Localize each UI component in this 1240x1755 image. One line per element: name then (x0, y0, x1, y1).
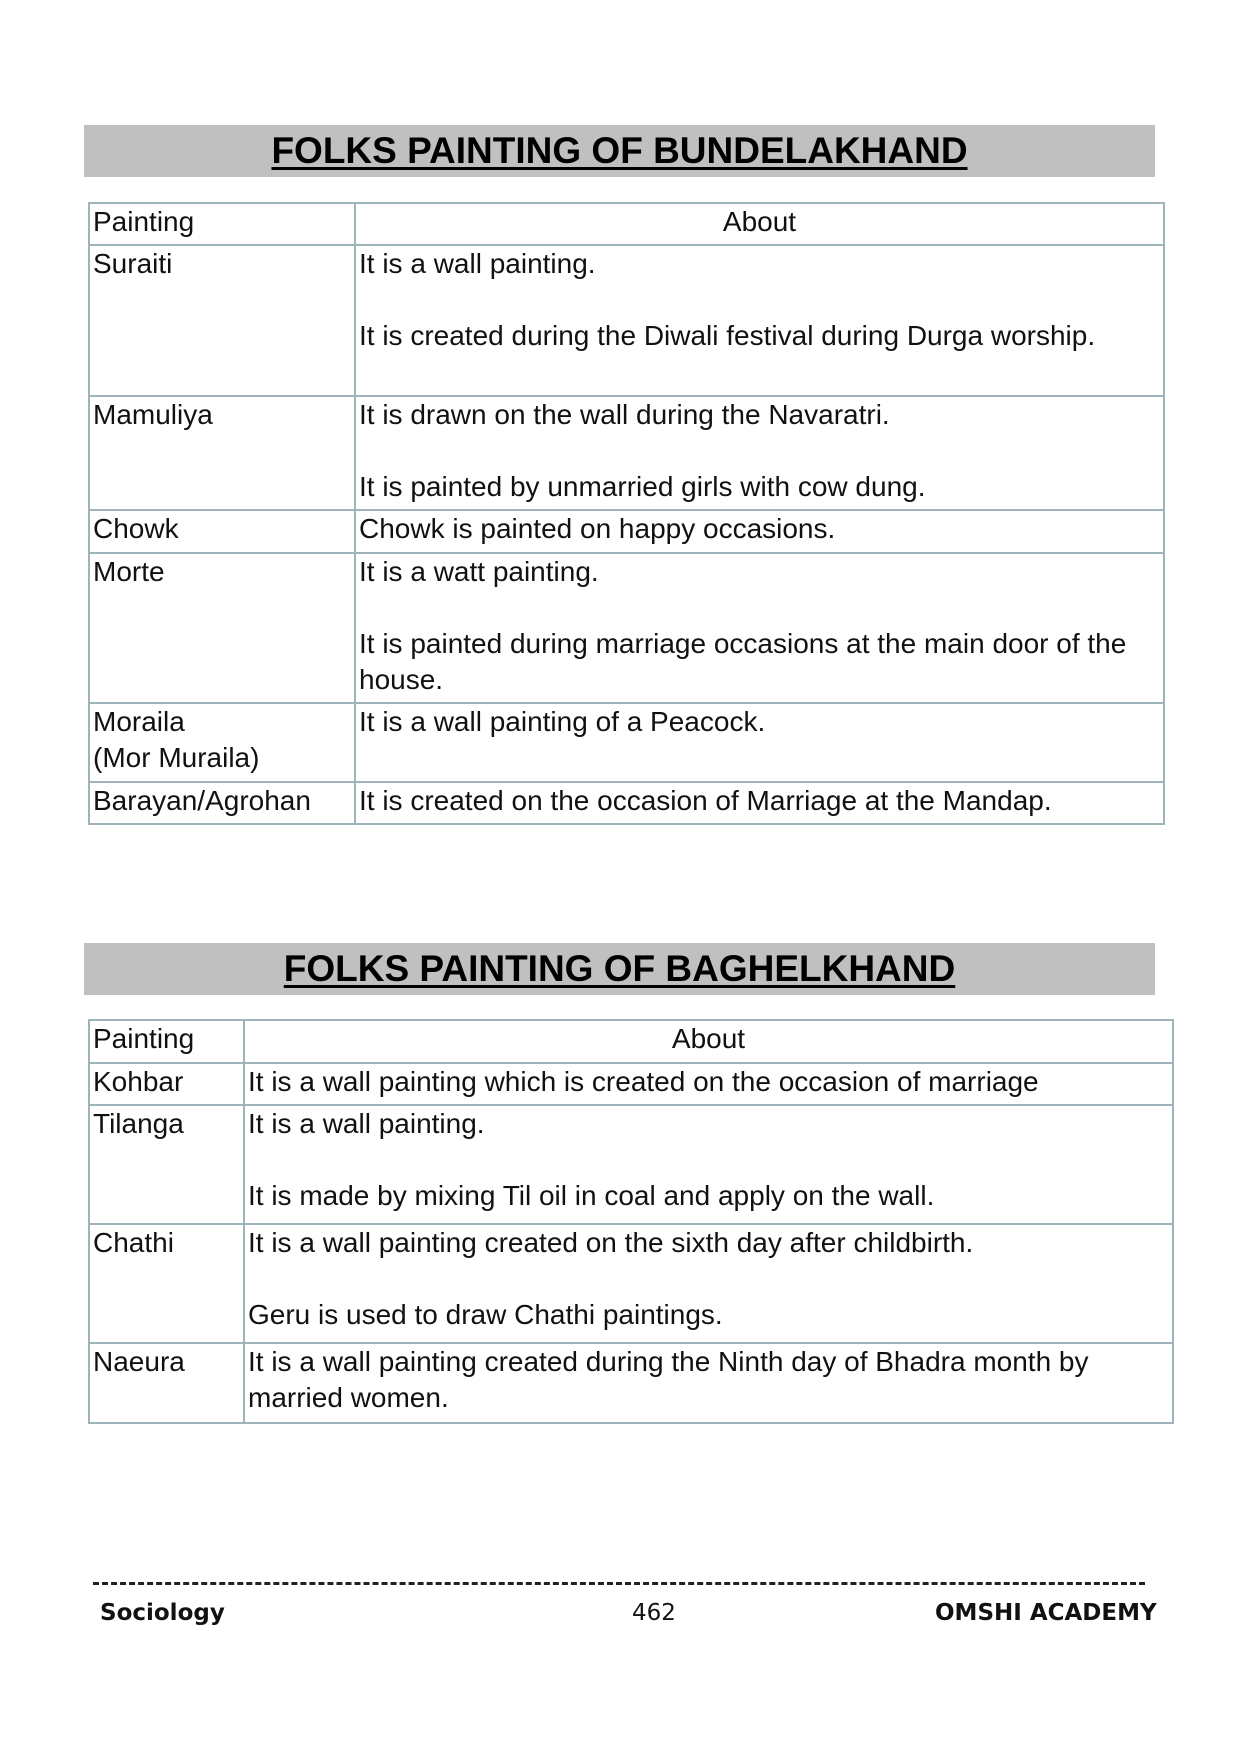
column-header-about: About (355, 203, 1164, 245)
section-title-baghelkhand: FOLKS PAINTING OF BAGHELKHAND (283, 948, 956, 989)
table-header-row (89, 1020, 1173, 1063)
table-row (89, 245, 1164, 396)
table-row (89, 1343, 1173, 1423)
about-cell (355, 703, 1164, 782)
table-row (89, 1105, 1173, 1224)
painting-alt-name: (Mor Muraila) (93, 742, 260, 773)
about-cell (355, 553, 1164, 703)
painting-name: Mamuliya (93, 399, 213, 430)
about-cell (355, 782, 1164, 824)
footer-dashed-divider (93, 1582, 1145, 1585)
table-row (89, 396, 1164, 510)
about-cell (244, 1343, 1173, 1423)
about-cell (244, 1105, 1173, 1224)
about-text: It is a wall painting. (359, 248, 596, 279)
about-text: It is painted by unmarried girls with cow dung. (359, 471, 926, 502)
painting-name: Barayan/Agrohan (93, 785, 311, 816)
section-title-band-baghelkhand (84, 943, 1155, 995)
painting-name-cell (89, 1105, 244, 1224)
painting-name: Tilanga (93, 1108, 184, 1139)
table-row (89, 703, 1164, 782)
about-cell (355, 510, 1164, 553)
about-cell (355, 245, 1164, 396)
about-text: Chowk is painted on happy occasions. (359, 513, 836, 544)
section-title-band-bundelakhand (84, 125, 1155, 177)
table-header-row (89, 203, 1164, 245)
about-text: It is a wall painting. (248, 1108, 485, 1139)
about-text: It is created on the occasion of Marriage at the Mandap. (359, 785, 1052, 816)
painting-name-cell (89, 782, 355, 824)
about-text: It is drawn on the wall during the Navaratri. (359, 399, 890, 430)
about-text: It is a watt painting. (359, 556, 599, 587)
about-cell (244, 1063, 1173, 1105)
table-row (89, 1063, 1173, 1105)
section-title-bundelakhand: FOLKS PAINTING OF BUNDELAKHAND (271, 130, 968, 171)
painting-name: Kohbar (93, 1066, 184, 1097)
about-text: It is created during the Diwali festival during Durga worship. (359, 320, 1096, 351)
about-text: It is a wall painting created during the Ninth day of Bhadra month by married women. (248, 1346, 1089, 1413)
about-text: It is a wall painting of a Peacock. (359, 706, 766, 737)
painting-name-cell (89, 510, 355, 553)
about-cell (355, 396, 1164, 510)
painting-name: Chowk (93, 513, 179, 544)
footer-page-number: 462 (632, 1600, 676, 1626)
painting-name-cell (89, 1063, 244, 1105)
about-text: Geru is used to draw Chathi paintings. (248, 1299, 723, 1330)
about-cell (244, 1224, 1173, 1343)
painting-name: Moraila (93, 706, 185, 737)
table-row (89, 510, 1164, 553)
baghelkhand-painting-table (88, 1019, 1174, 1424)
about-text: It is a wall painting created on the sixth day after childbirth. (248, 1227, 974, 1258)
bundelakhand-painting-table (88, 202, 1165, 825)
column-header-painting: Painting (89, 203, 355, 245)
painting-name-cell (89, 1224, 244, 1343)
painting-name: Naeura (93, 1346, 185, 1377)
table-row (89, 782, 1164, 824)
painting-name-cell (89, 553, 355, 703)
about-text: It is painted during marriage occasions at the main door of the house. (359, 628, 1127, 695)
footer-subject: Sociology (100, 1600, 225, 1626)
column-header-painting: Painting (89, 1020, 244, 1063)
table-row (89, 1224, 1173, 1343)
about-text: It is a wall painting which is created on the occasion of marriage (248, 1066, 1039, 1097)
about-text: It is made by mixing Til oil in coal and apply on the wall. (248, 1180, 935, 1211)
painting-name-cell (89, 245, 355, 396)
painting-name-cell (89, 396, 355, 510)
painting-name: Morte (93, 556, 165, 587)
painting-name-cell (89, 1343, 244, 1423)
painting-name-cell (89, 703, 355, 782)
table-row (89, 553, 1164, 703)
footer-publisher: OMSHI ACADEMY (935, 1600, 1157, 1626)
column-header-about: About (244, 1020, 1173, 1063)
painting-name: Chathi (93, 1227, 174, 1258)
painting-name: Suraiti (93, 248, 173, 279)
